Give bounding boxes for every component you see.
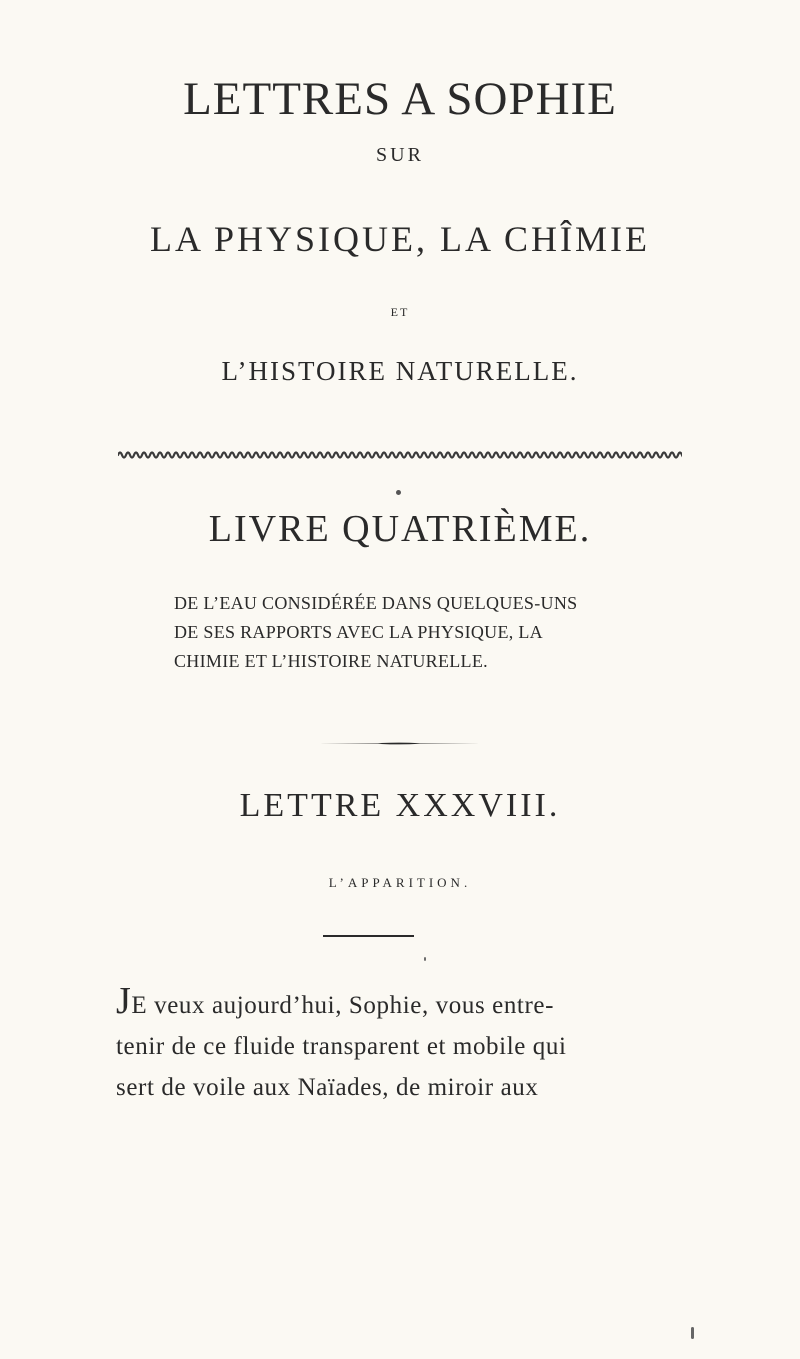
title-connector-sur: SUR	[376, 144, 424, 166]
book-description-line: DE L’EAU CONSIDÉRÉE DANS QUELQUES-UNS	[174, 593, 578, 613]
drop-cap: J	[116, 980, 132, 1022]
book-title: LIVRE QUATRIÈME.	[208, 508, 592, 550]
paper-speck	[691, 1327, 694, 1339]
ornament-dot	[396, 490, 401, 495]
title-connector-et: ET	[390, 305, 410, 319]
subject-title-physique-chimie: LA PHYSIQUE, LA CHÎMIE	[149, 219, 650, 259]
body-first-line-text: E veux aujourd’hui, Sophie, vous entre-	[131, 992, 555, 1019]
body-text	[116, 980, 686, 1108]
ornamental-divider	[118, 448, 682, 462]
paper-speck	[424, 957, 426, 961]
body-line	[116, 980, 686, 1026]
body-line: sert de voile aux Naïades, de miroir aux	[116, 1074, 539, 1101]
body-line: tenir de ce fluide transparent et mobile qui	[116, 1033, 567, 1060]
letter-subtitle: L’APPARITION.	[328, 875, 472, 890]
swelled-rule	[318, 742, 481, 745]
main-title: LETTRES A SOPHIE	[183, 73, 617, 125]
horizontal-rule	[323, 935, 414, 937]
letter-title: LETTRE XXXVIII.	[239, 787, 561, 824]
book-description-line: CHIMIE ET L’HISTOIRE NATURELLE.	[174, 651, 488, 671]
subject-title-histoire-naturelle: L’HISTOIRE NATURELLE.	[221, 356, 579, 386]
book-description-line: DE SES RAPPORTS AVEC LA PHYSIQUE, LA	[174, 622, 543, 642]
book-description	[174, 589, 640, 676]
